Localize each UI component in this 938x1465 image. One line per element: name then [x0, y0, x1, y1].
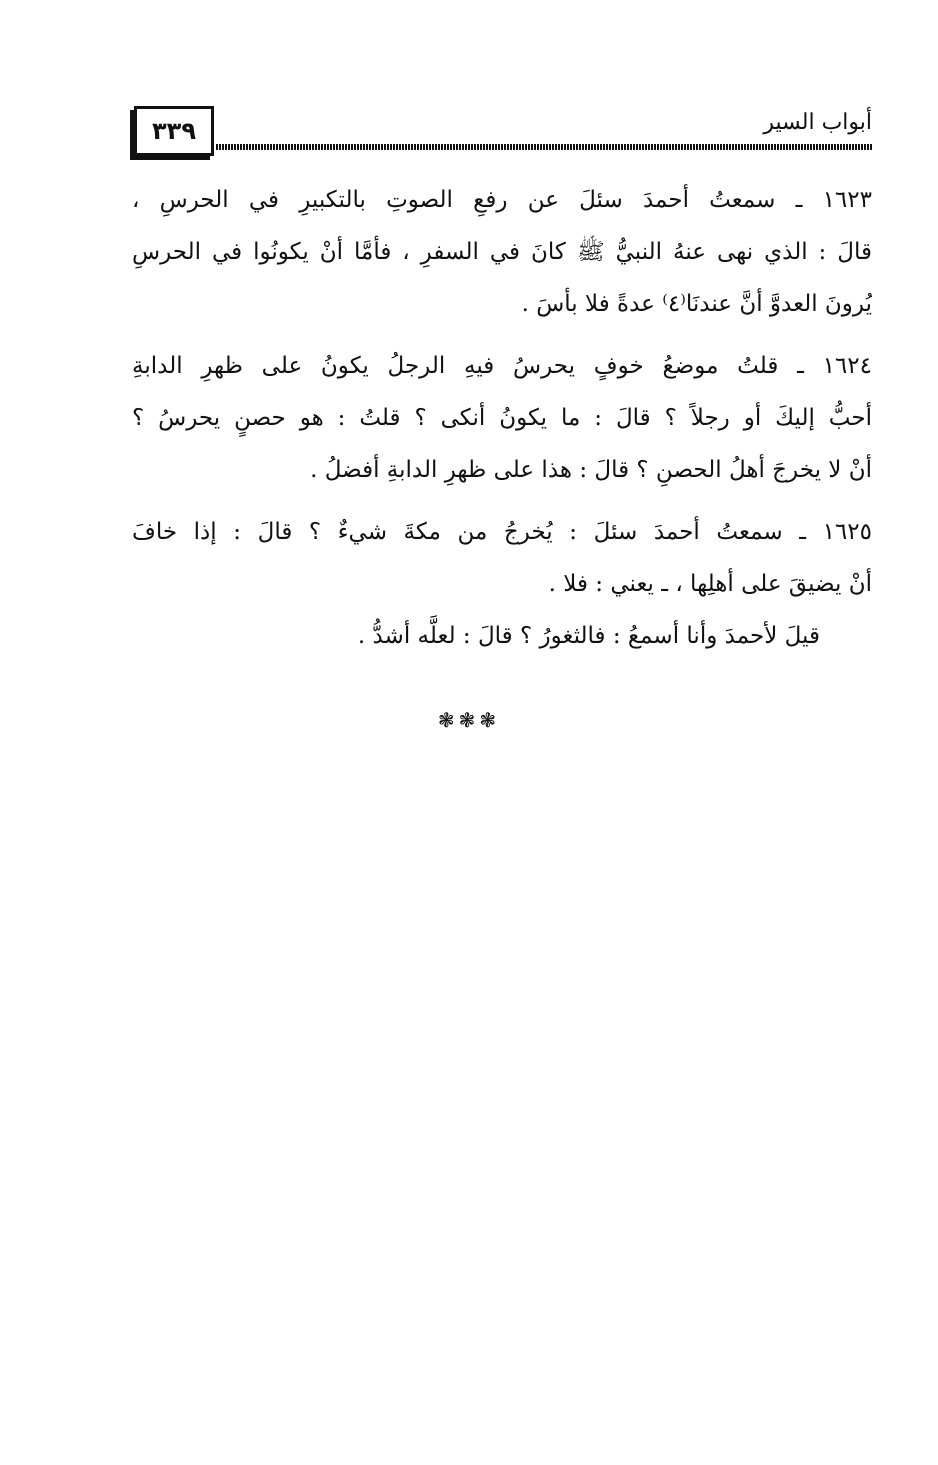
- entry-1623: [132, 174, 872, 330]
- text-line: يُرونَ العدوَّ أنَّ عندنَا⁽٤⁾ عدةً فلا بأسَ .: [521, 291, 872, 317]
- text-line: ١٦٢٤ ـ قلتُ موضعُ خوفٍ يحرسُ فيهِ الرجلُ يكونُ على ظهرِ الدابةِ: [132, 353, 872, 379]
- entry-1625: [132, 506, 872, 662]
- running-title: أبواب السير: [763, 110, 872, 135]
- text-line: أحبُّ إليكَ أو رجلاً ؟ قالَ : ما يكونُ أنكى ؟ قلتُ : هو حصنٍ يحرسُ ؟: [132, 405, 872, 431]
- page-header: [128, 100, 872, 160]
- page-body: [132, 174, 872, 662]
- text-line: أنْ يضيقَ على أهلِها ، ـ يعني : فلا .: [548, 571, 872, 597]
- header-rule: [216, 144, 872, 150]
- text-line: ١٦٢٥ ـ سمعتُ أحمدَ سئلَ : يُخرجُ من مكةَ شيءٌ ؟ قالَ : إذا خافَ: [132, 519, 872, 545]
- page-number: ٣٣٩: [134, 106, 214, 156]
- entry-1624: [132, 340, 872, 496]
- closing-line: قيلَ لأحمدَ وأنا أسمعُ : فالثغورُ ؟ قالَ : لعلَّه أشدُّ .: [357, 623, 820, 649]
- text-line: قالَ : الذي نهى عنهُ النبيُّ ﷺ كانَ في السفرِ ، فأمَّا أنْ يكونُوا في الحرسِ: [132, 239, 872, 265]
- text-line: ١٦٢٣ ـ سمعتُ أحمدَ سئلَ عن رفعِ الصوتِ بالتكبيرِ في الحرسِ ،: [132, 187, 872, 213]
- text-line: أنْ لا يخرجَ أهلُ الحصنِ ؟ قالَ : هذا على ظهرِ الدابةِ أفضلُ .: [310, 457, 872, 483]
- section-separator: ❃❃❃: [437, 708, 501, 732]
